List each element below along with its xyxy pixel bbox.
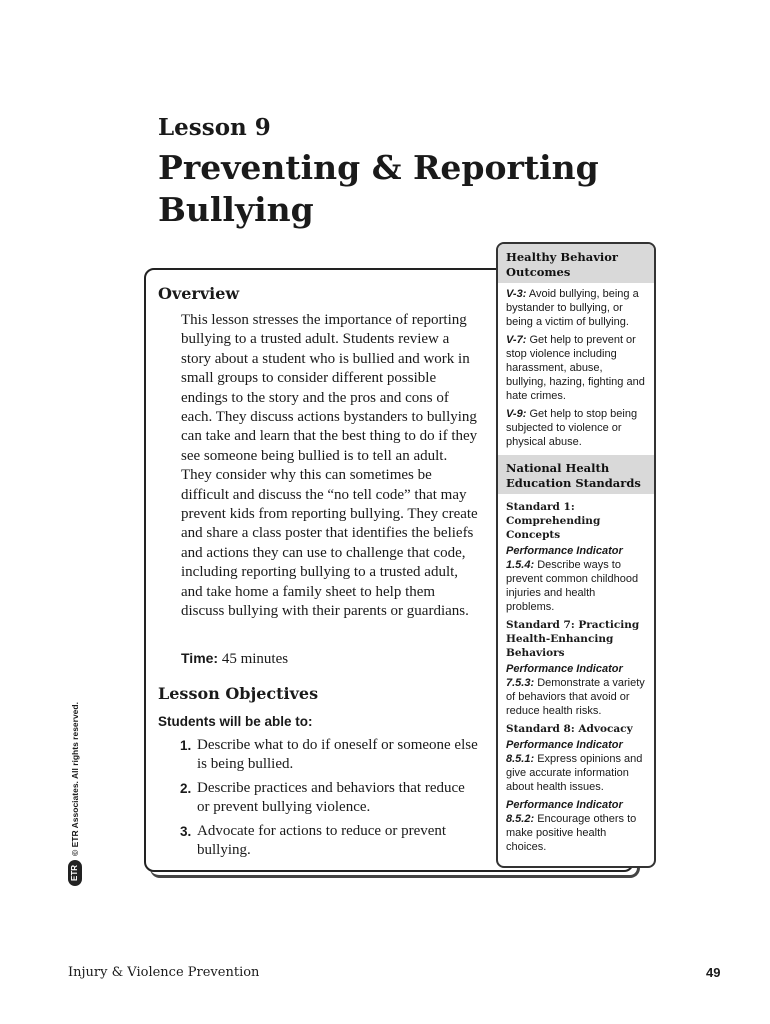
objective-text: Describe practices and behaviors that reduce or prevent bullying violence. xyxy=(197,779,465,816)
indicator-label: Performance Indicator xyxy=(506,739,623,751)
objective-text: Advocate for actions to reduce or prevent bullying. xyxy=(197,822,447,859)
overview-text: This lesson stresses the importance of reporting bullying to a trusted adult. Students review a story about a student who is bullied and work in small groups to consider different possible endings to the story and the pros and cons of each. They discuss actions bystanders to bullying can take and learn that the best thing to do if they see someone being bullied is to tell an adult. They consider why this can sometimes be difficult and discuss the “no tell code” that may prevent kids from reporting bullying. They create and share a class poster that identifies the beliefs and actions they can use to challenge that code, including reporting bullying to a trusted adult, and take home a family sheet to help them discuss bullying with their parents or guardians. xyxy=(181,312,478,620)
lesson-label: Lesson 9 xyxy=(158,114,271,141)
indicator-label: Performance Indicator xyxy=(506,545,623,557)
objective-number: 1. xyxy=(180,738,192,753)
page-title: Preventing & Reporting Bullying xyxy=(158,148,599,229)
indicator-text: Express opinions and give accurate information about health issues. xyxy=(506,753,643,793)
objective-number: 3. xyxy=(180,823,192,839)
outcome-text: Get help to stop being subjected to violence or physical abuse. xyxy=(506,408,638,448)
objective-text: Describe what to do if oneself or someone else is being bullied. xyxy=(197,737,478,773)
objective-item xyxy=(180,736,480,775)
outcome-code: V-3: xyxy=(506,288,527,300)
outcome-code: V-7: xyxy=(506,334,527,346)
footer-section-title: Injury & Violence Prevention xyxy=(68,965,260,980)
time-line xyxy=(181,650,288,668)
indicator-text: Encourage others to make positive health choices. xyxy=(506,813,637,853)
standards-list xyxy=(498,494,654,860)
standards-heading: National Health Education Standards xyxy=(498,455,654,494)
performance-indicator xyxy=(506,544,646,614)
indicator-label: Performance Indicator xyxy=(506,799,623,811)
outcome-item xyxy=(506,287,646,329)
page-number: 49 xyxy=(706,965,721,980)
outcome-text: Get help to prevent or stop violence including harassment, abuse, bullying, hazing, fighting and hate crimes. xyxy=(506,334,645,402)
outcome-item xyxy=(506,333,646,403)
indicator-code: 8.5.2: xyxy=(506,813,535,825)
objective-item xyxy=(180,779,480,818)
performance-indicator xyxy=(506,662,646,718)
performance-indicator xyxy=(506,738,646,794)
time-label: Time: xyxy=(181,650,219,666)
indicator-text: Describe ways to prevent common childhood injuries and health problems. xyxy=(506,559,639,613)
indicator-text: Demonstrate a variety of behaviors that avoid or reduce health risks. xyxy=(506,677,645,717)
objectives-lead: Students will be able to: xyxy=(158,714,313,729)
copyright-text: © ETR Associates. All rights reserved. xyxy=(70,702,80,856)
copyright-notice xyxy=(68,702,82,886)
standards-sidebar xyxy=(496,242,656,868)
outcomes-list xyxy=(498,283,654,455)
outcome-code: V-9: xyxy=(506,408,527,420)
indicator-label: Performance Indicator xyxy=(506,663,623,675)
indicator-code: 1.5.4: xyxy=(506,559,535,571)
outcomes-heading: Healthy Behavior Outcomes xyxy=(498,244,654,283)
outcome-item xyxy=(506,407,646,449)
etr-logo: ETR xyxy=(68,860,82,886)
standard-title: Standard 7: Practicing Health-Enhancing Behaviors xyxy=(506,619,640,659)
standard-title: Standard 1: Comprehending Concepts xyxy=(506,501,601,541)
objective-item xyxy=(180,822,480,861)
indicator-code: 8.5.1: xyxy=(506,753,535,765)
objective-number: 2. xyxy=(180,780,192,796)
objectives-heading: Lesson Objectives xyxy=(158,684,319,703)
standard-title: Standard 8: Advocacy xyxy=(506,723,633,735)
objectives-list xyxy=(180,736,480,864)
overview-heading: Overview xyxy=(158,284,240,303)
performance-indicator xyxy=(506,798,646,854)
outcome-text: Avoid bullying, being a bystander to bullying, or being a victim of bullying. xyxy=(506,288,639,328)
indicator-code: 7.5.3: xyxy=(506,677,535,689)
time-value: 45 minutes xyxy=(221,651,289,667)
